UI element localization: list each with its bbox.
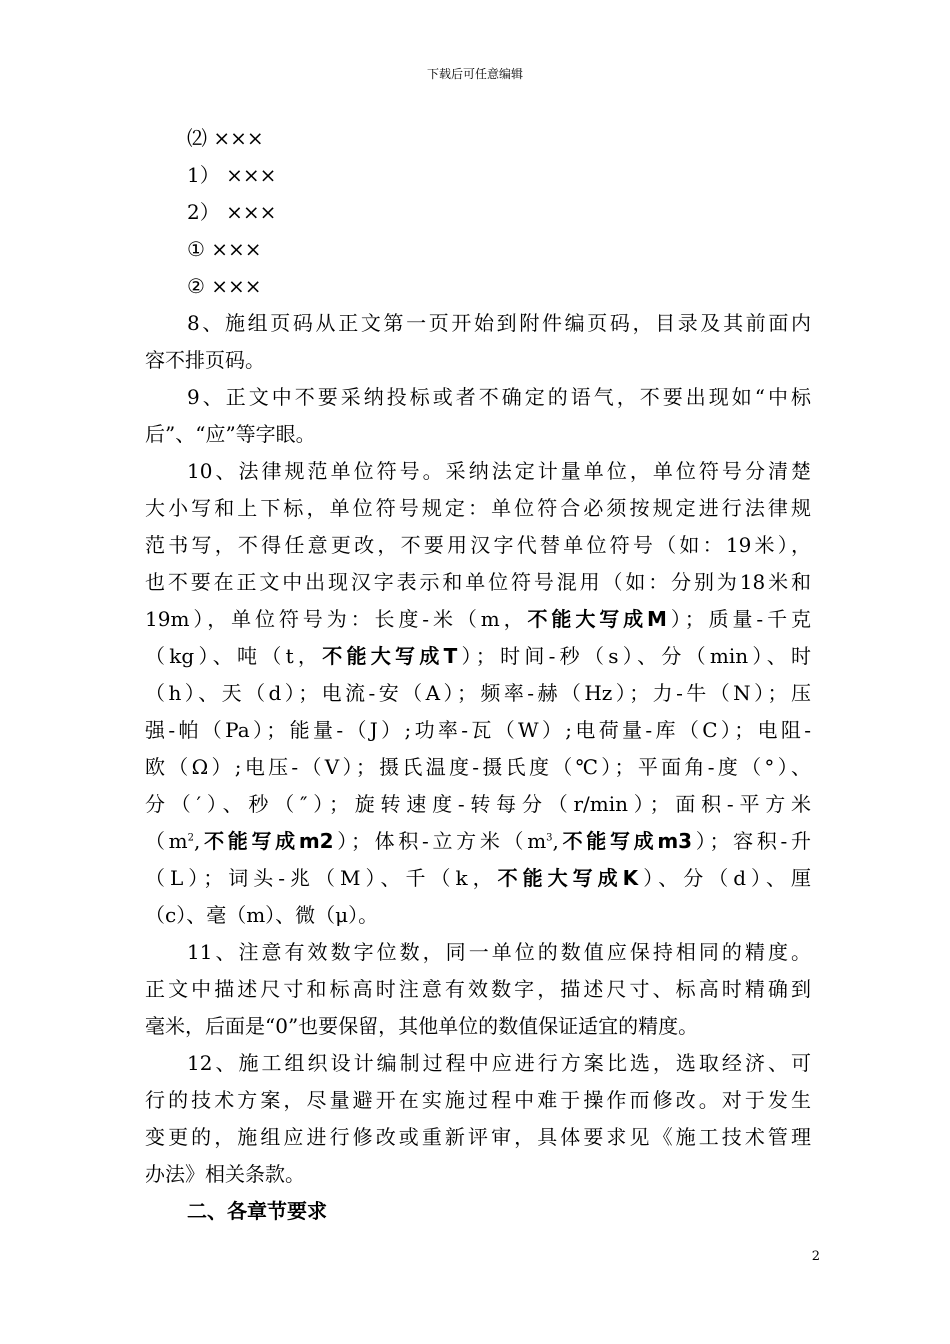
text-run: 19m），单位符号为：长度-米（m， <box>145 607 528 631</box>
bold-note: 不能写成m3 <box>558 829 693 853</box>
text-run: ）；体积-立方米（m <box>333 829 547 853</box>
paragraph-10-line <box>145 638 811 675</box>
paragraph-12-line: 办法》相关条款。 <box>145 1162 305 1186</box>
paragraph-12-line: 行的技术方案，尽量避开在实施过程中难于操作而修改。对于发生 <box>145 1088 811 1112</box>
list-item-level4: ① ××× <box>187 237 262 261</box>
bold-note: 不能写成m2 <box>200 829 334 853</box>
paragraph-10-line: （h）、天（d）；电流-安（A）；频率-赫（Hz）；力-牛（N）；压 <box>145 681 811 705</box>
superscript: 2 <box>187 832 195 844</box>
paragraph-8-line: 8、施组页码从正文第一页开始到附件编页码，目录及其前面内 <box>187 311 811 335</box>
paragraph-10-line: （c）、毫（m）、微（μ）。 <box>145 903 379 927</box>
list-item-level4: ② ××× <box>187 274 262 298</box>
page-header: 下载后可任意编辑 <box>426 67 523 81</box>
paragraph-9-line: 9、正文中不要采纳投标或者不确定的语气，不要出现如“中标 <box>187 385 811 409</box>
bold-note: 不能大写成K <box>497 866 639 890</box>
paragraph-10-line: 10、法律规范单位符号。采纳法定计量单位，单位符号分清楚 <box>187 459 811 483</box>
paragraph-10-line: 范书写，不得任意更改，不要用汉字代替单位符号（如：19米）， <box>145 533 811 557</box>
document-body <box>145 120 811 1230</box>
text-run: ）、分（d）、厘 <box>638 866 812 890</box>
list-item-level3: 2） ××× <box>187 200 277 224</box>
text-run: ）；容积-升 <box>692 829 811 853</box>
paragraph-10-line <box>145 823 811 860</box>
page-number: 2 <box>811 1249 820 1264</box>
text-run: （m <box>145 829 188 853</box>
list-item-level3: 1） ××× <box>187 163 277 187</box>
paragraph-10-line: 大小写和上下标，单位符号规定：单位符合必须按规定进行法律规 <box>145 496 811 520</box>
text-run: ）；时间-秒（s）、分（min）、时 <box>457 644 811 668</box>
list-item-level2: ⑵ ××× <box>187 126 264 150</box>
bold-note: 不能大写成T <box>322 644 458 668</box>
text-run: , <box>194 829 201 853</box>
text-run: （L）；词头-兆（M）、千（k， <box>145 866 498 890</box>
paragraph-10-line: 分（′）、秒（″）；旋转速度-转每分（r/min）；面积-平方米 <box>145 792 811 816</box>
paragraph-10-line <box>145 601 811 638</box>
paragraph-12-line: 12、施工组织设计编制过程中应进行方案比选，选取经济、可 <box>187 1051 811 1075</box>
paragraph-9-line: 后”、“应”等字眼。 <box>145 422 316 446</box>
section-heading: 二、各章节要求 <box>187 1199 327 1223</box>
paragraph-10-line: 欧（Ω）;电压-（V）；摄氏温度-摄氏度（℃）；平面角-度（°）、 <box>145 755 811 779</box>
text-run: ）；质量-千克 <box>666 607 811 631</box>
paragraph-12-line: 变更的，施组应进行修改或重新评审，具体要求见《施工技术管理 <box>145 1125 811 1149</box>
text-run: （kg）、吨（t， <box>145 644 323 668</box>
superscript: 3 <box>546 832 553 844</box>
bold-note: 不能大写成M <box>527 607 667 631</box>
paragraph-10-line: 也不要在正文中出现汉字表示和单位符号混用（如：分别为18米和 <box>145 570 811 594</box>
text-run: , <box>552 829 559 853</box>
paragraph-11-line: 正文中描述尺寸和标高时注意有效数字，描述尺寸、标高时精确到 <box>145 977 811 1001</box>
paragraph-11-line: 11、注意有效数字位数，同一单位的数值应保持相同的精度。 <box>187 940 811 964</box>
paragraph-10-line <box>145 860 811 897</box>
paragraph-8-line: 容不排页码。 <box>145 348 265 372</box>
paragraph-11-line: 毫米，后面是“0”也要保留，其他单位的数值保证适宜的精度。 <box>145 1014 699 1038</box>
paragraph-10-line: 强-帕（Pa）；能量-（J）;功率-瓦（W）;电荷量-库（C）；电阻- <box>145 718 811 742</box>
